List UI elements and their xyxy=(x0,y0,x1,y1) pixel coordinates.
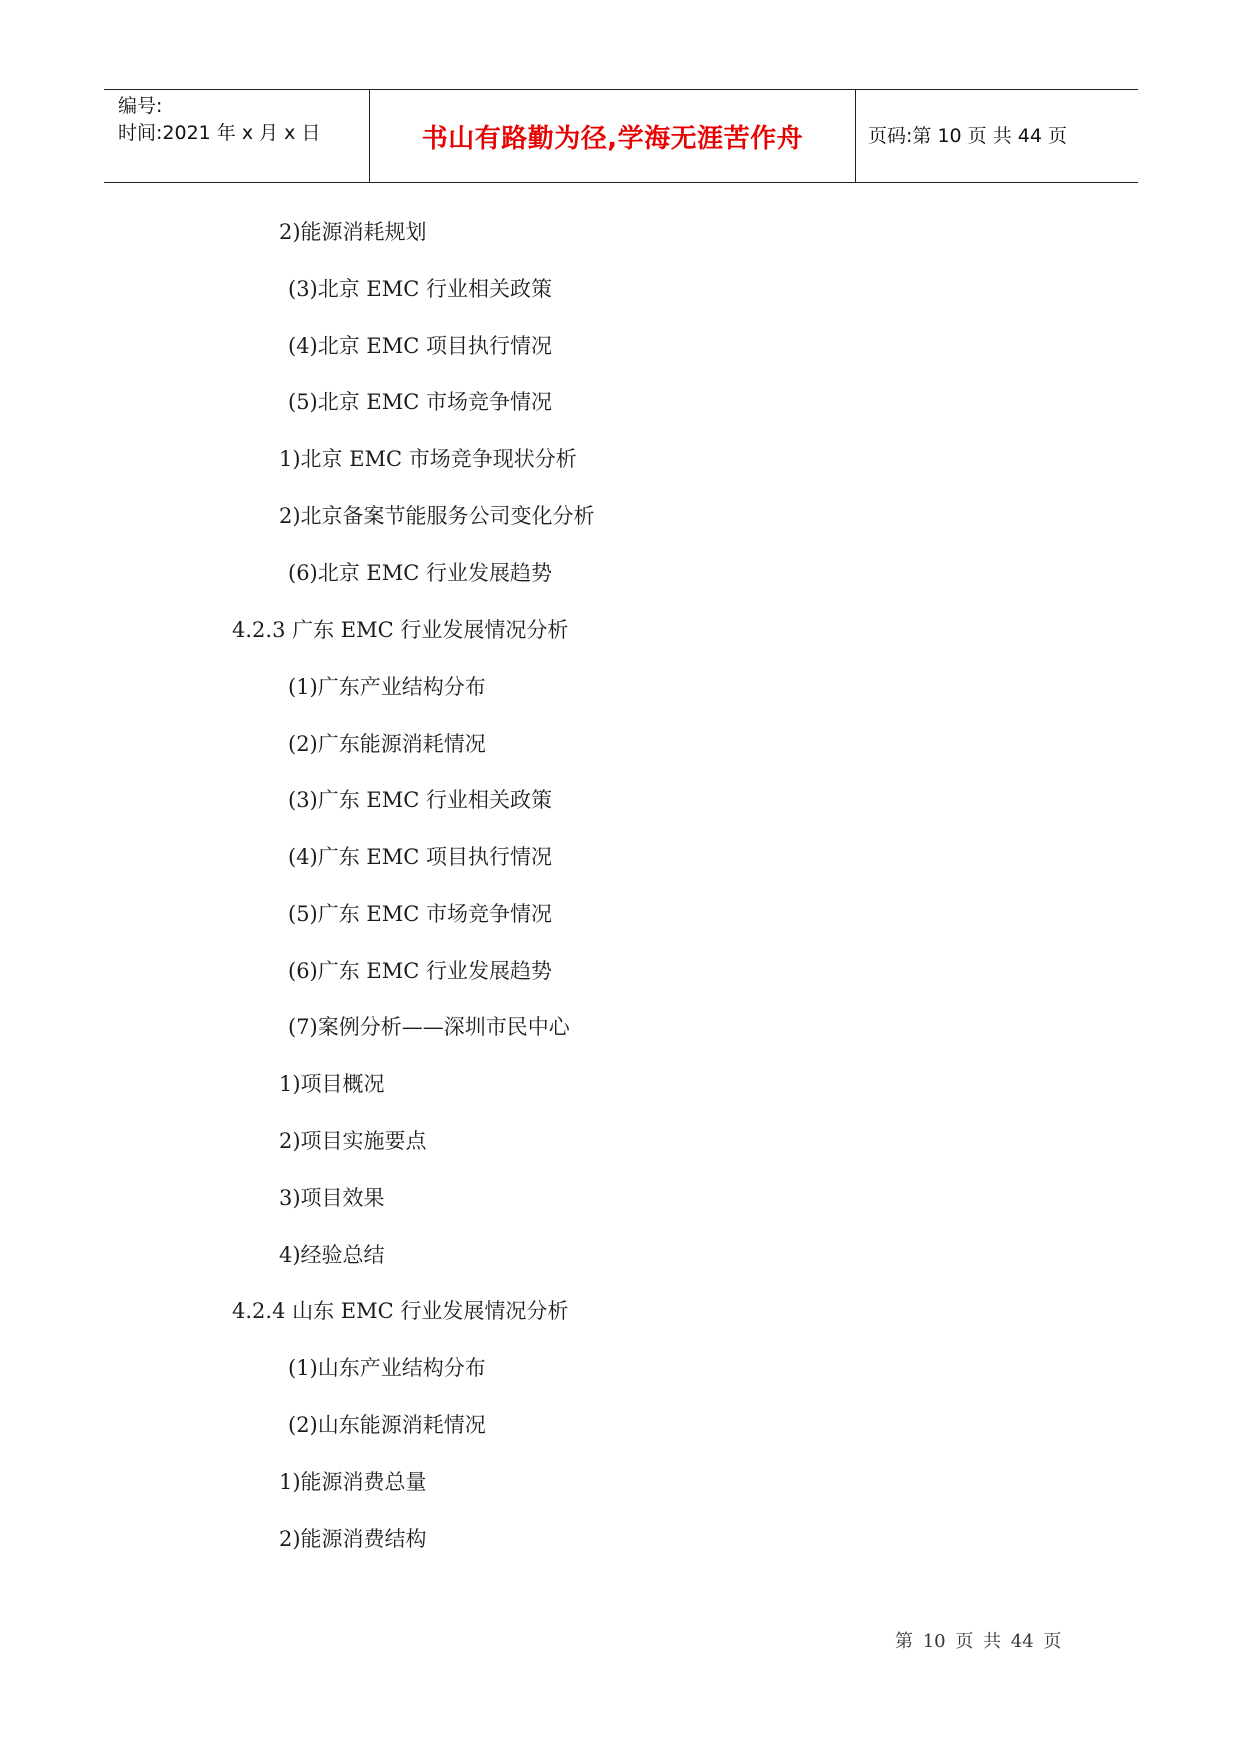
toc-line: 4)经验总结 xyxy=(279,1243,385,1267)
document-time-label: 时间:2021 年 x 月 x 日 xyxy=(118,122,321,144)
header-motto: 书山有路勤为径,学海无涯苦作舟 xyxy=(421,123,804,154)
toc-line: 2)北京备案节能服务公司变化分析 xyxy=(279,504,595,528)
toc-line: 1)能源消费总量 xyxy=(279,1470,427,1494)
toc-line: (6)北京 EMC 行业发展趋势 xyxy=(288,561,552,585)
toc-line: (1)山东产业结构分布 xyxy=(288,1356,486,1380)
toc-line: (5)广东 EMC 市场竞争情况 xyxy=(288,902,552,926)
toc-line: (3)北京 EMC 行业相关政策 xyxy=(288,277,552,301)
toc-line: (4)北京 EMC 项目执行情况 xyxy=(288,334,552,358)
toc-line: (2)广东能源消耗情况 xyxy=(288,732,486,756)
document-number-label: 编号: xyxy=(118,95,163,117)
toc-line: (1)广东产业结构分布 xyxy=(288,675,486,699)
toc-line: (6)广东 EMC 行业发展趋势 xyxy=(288,959,552,983)
toc-section-heading: 4.2.3 广东 EMC 行业发展情况分析 xyxy=(232,618,569,642)
toc-section-heading: 4.2.4 山东 EMC 行业发展情况分析 xyxy=(232,1299,569,1323)
page-footer: 第 10 页 共 44 页 xyxy=(895,1631,1062,1652)
toc-line: 2)能源消费结构 xyxy=(279,1527,427,1551)
header-page-code: 页码:第 10 页 共 44 页 xyxy=(868,125,1067,147)
toc-line: 2)能源消耗规划 xyxy=(279,220,427,244)
toc-line: 1)项目概况 xyxy=(279,1072,385,1096)
toc-line: (7)案例分析——深圳市民中心 xyxy=(288,1015,570,1039)
toc-line: (4)广东 EMC 项目执行情况 xyxy=(288,845,552,869)
toc-line: 1)北京 EMC 市场竞争现状分析 xyxy=(279,447,577,471)
toc-line: 2)项目实施要点 xyxy=(279,1129,427,1153)
toc-line: 3)项目效果 xyxy=(279,1186,385,1210)
toc-line: (2)山东能源消耗情况 xyxy=(288,1413,486,1437)
toc-line: (3)广东 EMC 行业相关政策 xyxy=(288,788,552,812)
toc-line: (5)北京 EMC 市场竞争情况 xyxy=(288,390,552,414)
